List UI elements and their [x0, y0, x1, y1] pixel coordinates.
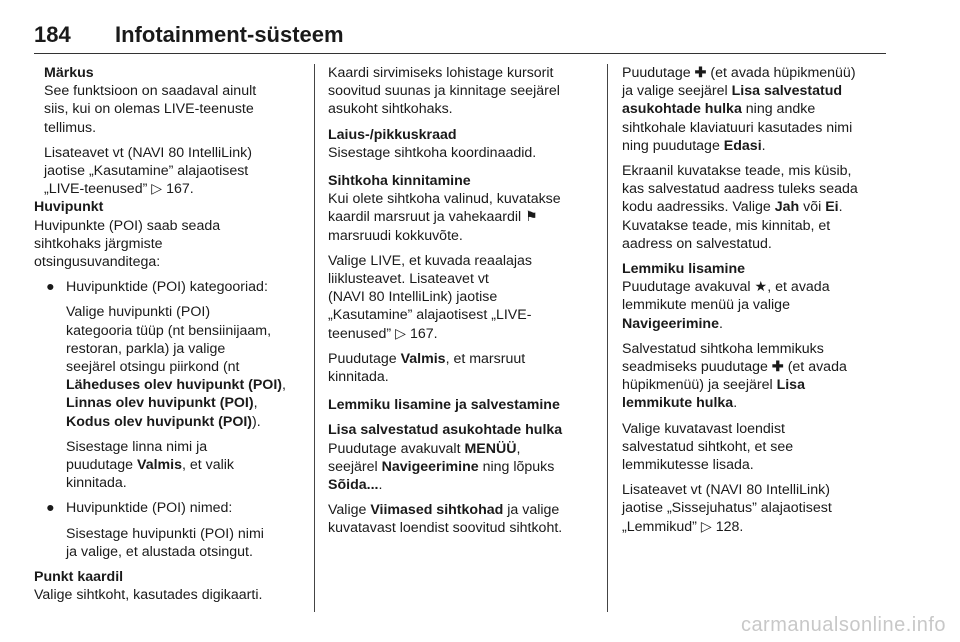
list-item	[34, 278, 308, 296]
section-heading-favourites: Lemmiku lisamine ja salvestamine	[328, 397, 560, 414]
text-line: seejärel otsingu piirkond (nt	[66, 359, 240, 376]
text-line: kaardil marsruut ja vahekaardil ⚑	[328, 209, 538, 226]
text-line: seadmiseks puudutage ✚ (et avada	[622, 359, 847, 376]
text-line: Kui olete sihtkoha valinud, kuvatakse	[328, 191, 561, 208]
text-line: kodu aadressiks. Valige Jah või Ei.	[622, 199, 843, 216]
text-line: „Lemmikud” ▷ 128.	[622, 518, 744, 535]
plus-icon: ✚	[694, 65, 707, 81]
text-line: Valige Viimased sihtkohad ja valige	[328, 502, 560, 519]
watermark: carmanualsonline.info	[740, 614, 946, 636]
note-line: siis, kui on olemas LIVE-teenuste	[44, 101, 254, 118]
text-line: Sisestage sihtkoha koordinaadid.	[328, 144, 537, 161]
text-line: teenused” ▷ 167.	[328, 325, 438, 342]
list-item-title: Huvipunktide (POI) kategooriad:	[66, 279, 268, 296]
star-icon: ★	[754, 279, 768, 296]
text-line: Valige LIVE, et kuvada reaalajas	[328, 252, 533, 269]
text-line: jaotise „Sissejuhatus” alajaotisest	[622, 500, 832, 517]
text-line: hüpikmenüü) ja seejärel Lisa	[622, 377, 805, 394]
section-heading-map-point: Punkt kaardil	[34, 569, 124, 586]
text-line: aadress on salvestatud.	[622, 235, 772, 252]
text-line: asukohtade hulka ning andke	[622, 101, 816, 118]
text-line: kinnitada.	[66, 475, 127, 492]
text-line: sihtkohale klaviatuuri kasutades nimi	[622, 119, 853, 136]
text-line: Puudutage avakuval ★, et avada	[622, 279, 830, 296]
note-block	[34, 64, 308, 198]
text-line: liiklusteavet. Lisateavet vt	[328, 271, 489, 288]
list-item	[34, 499, 308, 517]
note-line: „LIVE-teenused” ▷ 167.	[44, 181, 194, 198]
list-item-body	[34, 303, 308, 492]
text-line: seejärel Navigeerimine ning lõpuks	[328, 458, 555, 475]
text-line: Kodus olev huvipunkt (POI)).	[66, 413, 261, 430]
note-heading: Märkus	[44, 65, 94, 81]
text-line: Puudutage Valmis, et marsruut	[328, 350, 526, 367]
text-line: otsingusuvanditega:	[34, 254, 161, 271]
text-line: Sõida....	[328, 477, 383, 494]
text-line: ja valige, et alustada otsingut.	[66, 543, 253, 560]
header-rule	[34, 53, 886, 54]
text-line: Lisateavet vt (NAVI 80 IntelliLink)	[622, 482, 830, 499]
text-line: asukoht sihtkohaks.	[328, 101, 453, 118]
text-line: Valige sihtkoht, kasutades digikaarti.	[34, 587, 263, 604]
text-line: kuvatavast loendist soovitud sihtkoht.	[328, 520, 563, 537]
note-line: jaotise „Kasutamine” alajaotisest	[44, 163, 249, 180]
note-line: Lisateavet vt (NAVI 80 IntelliLink)	[44, 144, 252, 161]
bullet-icon: ●	[46, 500, 55, 517]
text-line: soovitud suunas ja kinnitage seejärel	[328, 83, 560, 100]
text-line: kinnitada.	[328, 369, 389, 386]
text-line: salvestatud sihtkoht, et see	[622, 438, 794, 455]
section-heading-confirm: Sihtkoha kinnitamine	[328, 173, 471, 190]
page-header	[34, 22, 884, 52]
page-title: Infotainment-süsteem	[115, 22, 344, 47]
text-line: Navigeerimine.	[622, 315, 723, 332]
column-3	[622, 64, 890, 536]
text-line: Linnas olev huvipunkt (POI),	[66, 395, 258, 412]
text-line: Puudutage ✚ (et avada hüpikmenüü)	[622, 65, 856, 81]
section-heading-poi: Huvipunkt	[34, 199, 104, 216]
column-divider-2	[607, 64, 608, 612]
text-line: (NAVI 80 IntelliLink) jaotise	[328, 289, 498, 306]
text-line: lemmikute hulka.	[622, 395, 738, 412]
note-line: See funktsioon on saadaval ainult	[44, 83, 257, 100]
text-line: puudutage Valmis, et valik	[66, 457, 235, 474]
reference-arrow-icon: ▷	[700, 518, 712, 535]
text-line: Sisestage linna nimi ja	[66, 438, 208, 455]
list-item-body	[34, 525, 308, 561]
text-line: ja valige seejärel Lisa salvestatud	[622, 83, 843, 100]
bullet-icon: ●	[46, 279, 55, 296]
text-line: Sisestage huvipunkti (POI) nimi	[66, 525, 264, 542]
text-line: Kaardi sirvimiseks lohistage kursorit	[328, 65, 554, 81]
text-line: Salvestatud sihtkoha lemmikuks	[622, 340, 824, 357]
reference-arrow-icon: ▷	[395, 325, 406, 342]
text-line: ning puudutage Edasi.	[622, 137, 766, 154]
text-line: Huvipunkte (POI) saab seada	[34, 217, 221, 234]
column-divider-1	[314, 64, 315, 612]
section-heading-favourite-set: Lemmiku lisamine	[622, 261, 746, 278]
text-line: „Kasutamine” alajaotisest „LIVE-	[328, 307, 532, 324]
subsection-heading-saved: Lisa salvestatud asukohtade hulka	[328, 422, 563, 439]
text-line: sihtkohaks järgmiste	[34, 235, 163, 252]
reference-arrow-icon: ▷	[151, 181, 163, 198]
list-item-title: Huvipunktide (POI) nimed:	[66, 500, 233, 517]
flag-icon: ⚑	[525, 209, 538, 226]
text-line: kategooria tüüp (nt bensiinijaam,	[66, 322, 272, 339]
column-1	[34, 64, 308, 604]
text-line: Valige huvipunkti (POI)	[66, 304, 211, 321]
text-line: Valige kuvatavast loendist	[622, 420, 785, 437]
text-line: Puudutage avakuvalt MENÜÜ,	[328, 440, 521, 457]
note-line: tellimus.	[44, 119, 97, 136]
text-line: marsruudi kokkuvõte.	[328, 227, 463, 244]
text-line: Läheduses olev huvipunkt (POI),	[66, 377, 286, 394]
text-line: kas salvestatud aadress tuleks seada	[622, 181, 858, 198]
text-line: Ekraanil kuvatakse teade, mis küsib,	[622, 163, 852, 180]
text-line: restoran, parkla) ja valige	[66, 340, 226, 357]
text-line: lemmikutesse lisada.	[622, 457, 754, 474]
section-heading-coordinates: Laius-/pikkuskraad	[328, 126, 457, 143]
column-2	[328, 64, 596, 538]
text-line: Kuvatakse teade, mis kinnitab, et	[622, 217, 831, 234]
text-line: lemmikute menüü ja valige	[622, 297, 790, 314]
plus-icon: ✚	[771, 359, 784, 376]
page-number: 184	[34, 22, 71, 47]
